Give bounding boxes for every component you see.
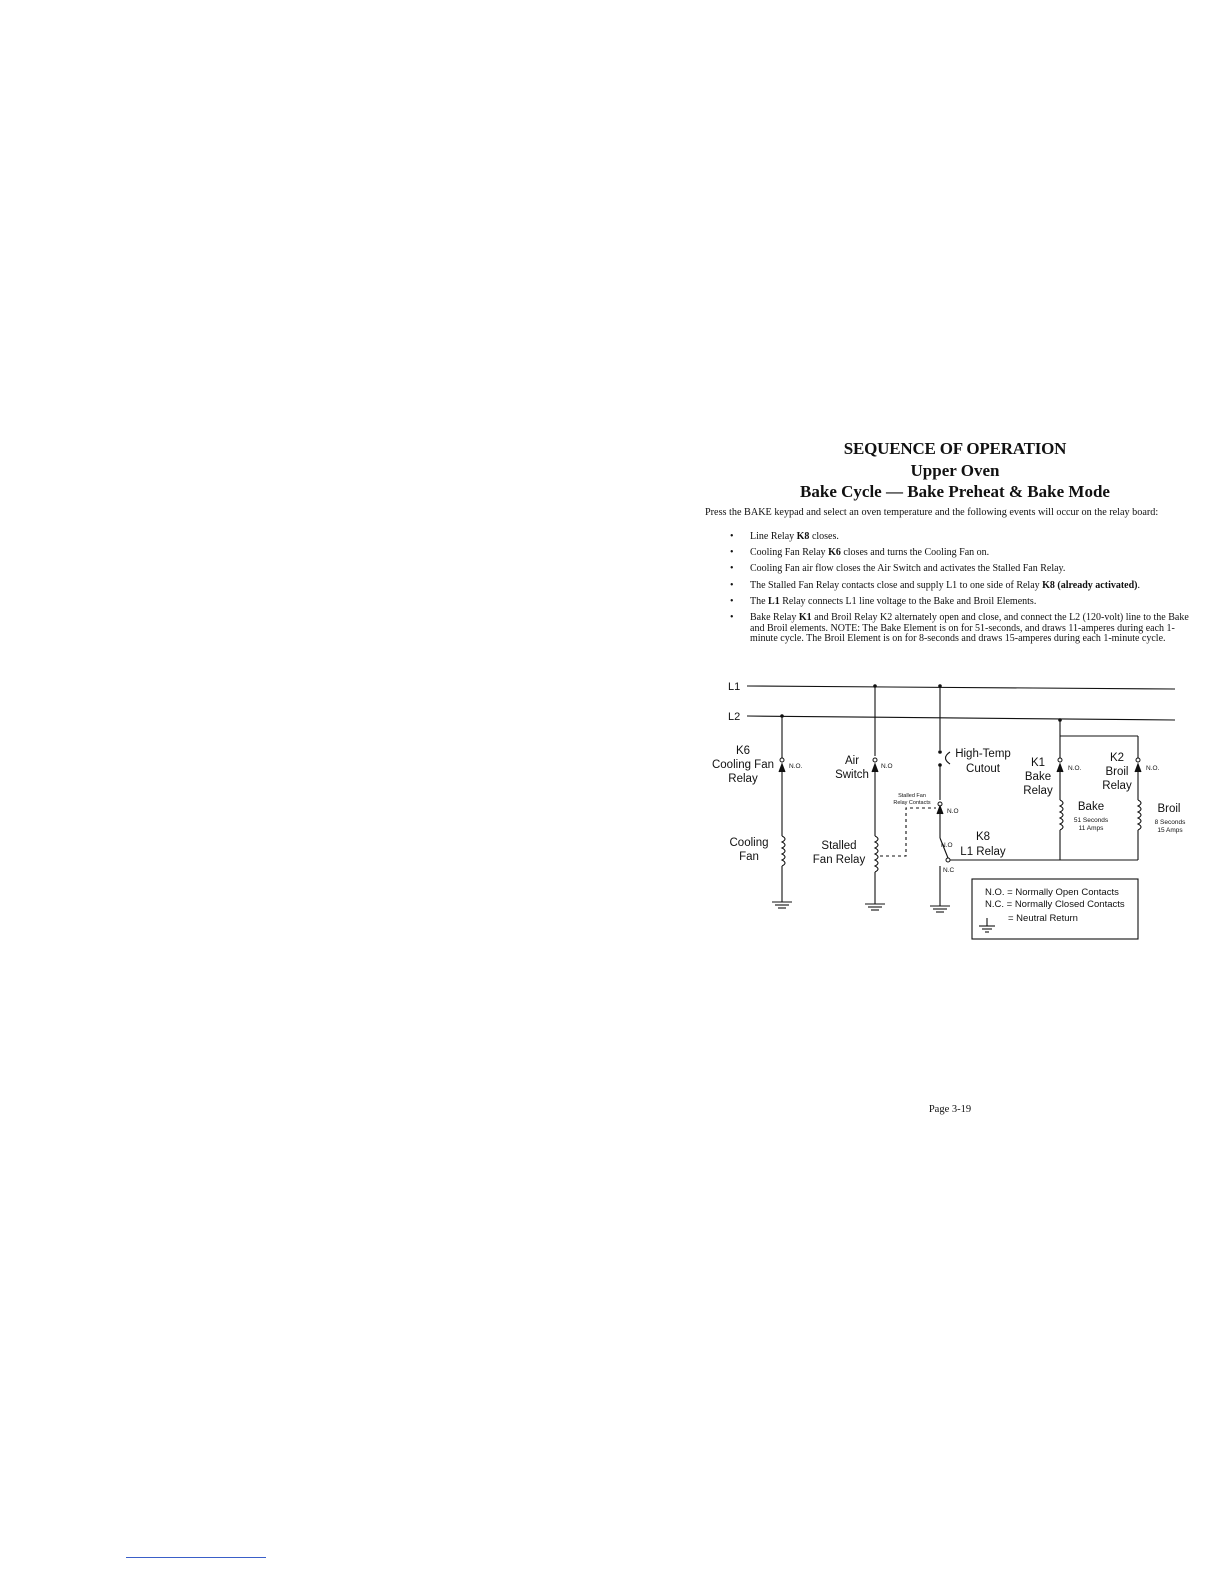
svg-text:Stalled Fan: Stalled Fan <box>898 793 926 799</box>
broil-element-label <box>1155 803 1186 834</box>
bullet-icon: • <box>730 547 734 559</box>
svg-text:15 Amps: 15 Amps <box>1157 827 1183 834</box>
stalled-fan-relay-label <box>813 840 866 866</box>
event-text: Cooling Fan Relay <box>750 547 829 559</box>
k8-no-mark: N.O <box>941 842 953 849</box>
svg-text:L1 Relay: L1 Relay <box>960 846 1006 858</box>
svg-text:Relay: Relay <box>1023 785 1053 797</box>
bullet-icon: • <box>730 611 734 623</box>
air-switch-label <box>835 755 869 781</box>
event-text: Line Relay <box>750 531 797 542</box>
k6-no-mark: N.O. <box>789 763 803 770</box>
svg-text:Broil: Broil <box>1157 803 1181 815</box>
svg-text:Fan Relay: Fan Relay <box>812 854 866 866</box>
event-text: The Stalled Fan Relay contacts close and supply L1 to one side of Relay <box>750 579 1043 591</box>
event-text-bold: K8 (already activated) <box>1042 579 1138 591</box>
event-text: closes. <box>809 531 839 542</box>
svg-text:Relay: Relay <box>1102 780 1132 792</box>
k2-no-mark: N.O. <box>1146 765 1160 772</box>
event-text-bold: L1 <box>768 595 780 607</box>
event-text: and Broil Relay K2 alternately open and close, and connect the L2 (120-volt) line to the Bake and Broil elements. NOTE: The Bake Element is on for 51-seconds, and draws 11-amperes during each 1-minute cycle. The Broil Element is on for 8-seconds and draws 15-amperes during each 1-minute cycle. <box>750 611 1189 645</box>
legend-text <box>985 887 1125 924</box>
event-text: closes and turns the Cooling Fan on. <box>840 547 990 559</box>
legend-no: N.O. = Normally Open Contacts <box>985 887 1119 898</box>
bullet-icon: • <box>730 595 734 607</box>
event-text: Cooling Fan air flow closes the Air Switch and activates the Stalled Fan Relay. <box>750 563 1066 575</box>
stalled-fan-relay-coil <box>875 836 878 872</box>
k8-nc-mark: N.C <box>943 867 955 874</box>
svg-text:Bake: Bake <box>1024 771 1052 783</box>
svg-text:K8: K8 <box>975 831 991 843</box>
event-text: The <box>750 595 769 607</box>
svg-text:8 Seconds: 8 Seconds <box>1154 819 1186 826</box>
k1-relay-label <box>1023 757 1053 797</box>
bullet-icon: • <box>730 579 734 591</box>
k8-relay-label <box>960 831 1006 858</box>
svg-text:51 Seconds: 51 Seconds <box>1073 817 1109 824</box>
l1-bus <box>747 686 1175 689</box>
bake-element-coil <box>1060 800 1063 830</box>
l2-bus <box>747 716 1175 720</box>
stalled-contacts-label <box>893 793 931 806</box>
svg-text:Bake: Bake <box>1077 801 1105 813</box>
stalled-no-mark: N.O <box>947 808 959 815</box>
event-text: . <box>1137 579 1141 591</box>
k2-relay-label <box>1102 752 1132 792</box>
document-subtitle: Upper Oven <box>910 461 1000 480</box>
cooling-fan-coil <box>782 836 785 866</box>
high-temp-cutout-label <box>955 748 1011 775</box>
svg-text:High-Temp: High-Temp <box>955 748 1011 760</box>
svg-text:K1: K1 <box>1030 757 1046 769</box>
bullet-icon: • <box>730 563 734 575</box>
k6-relay-label <box>712 745 774 785</box>
legend-nc: N.C. = Normally Closed Contacts <box>985 899 1125 910</box>
svg-text:Air: Air <box>844 755 860 767</box>
svg-text:Cooling Fan: Cooling Fan <box>711 759 775 771</box>
bake-element-label <box>1074 801 1109 832</box>
diagram-junctions <box>780 684 1062 767</box>
cooling-fan-label <box>730 837 769 863</box>
svg-text:11 Amps: 11 Amps <box>1078 825 1104 832</box>
event-text: Relay connects L1 line voltage to the Bake and Broil Elements. <box>779 595 1037 607</box>
broil-element-coil <box>1138 800 1141 830</box>
event-text-bold: K8 <box>796 531 810 542</box>
document-title: SEQUENCE OF OPERATION <box>843 439 1067 458</box>
high-temp-cutout-symbol <box>946 752 951 764</box>
svg-text:Cutout: Cutout <box>966 763 1000 775</box>
l1-label: L1 <box>728 681 741 693</box>
svg-text:Cooling: Cooling <box>729 837 769 849</box>
svg-text:Stalled: Stalled <box>821 840 857 852</box>
legend-neutral: = Neutral Return <box>1008 913 1078 924</box>
svg-text:Broil: Broil <box>1105 766 1129 778</box>
svg-text:Relay Contacts: Relay Contacts <box>893 800 931 806</box>
intro-paragraph: Press the BAKE keypad and select an oven temperature and the following events will occur on the relay board: <box>705 507 1159 518</box>
section-title: Bake Cycle — Bake Preheat & Bake Mode <box>800 482 1110 501</box>
event-text-bold: K6 <box>828 547 841 559</box>
footer-rule <box>126 1557 266 1558</box>
stalled-fan-link <box>880 808 936 856</box>
svg-text:Switch: Switch <box>835 769 869 781</box>
bullet-icon: • <box>730 531 734 542</box>
event-text: Bake Relay <box>750 611 799 623</box>
svg-text:K6: K6 <box>735 745 751 757</box>
event-text-bold: K1 <box>798 611 812 623</box>
svg-text:Fan: Fan <box>739 851 759 863</box>
k1-no-mark: N.O. <box>1068 765 1082 772</box>
svg-text:K2: K2 <box>1109 752 1125 764</box>
air-no-mark: N.O <box>881 763 893 770</box>
l2-label: L2 <box>728 711 741 723</box>
svg-text:Relay: Relay <box>728 773 758 785</box>
page-number: Page 3-19 <box>928 1104 972 1115</box>
